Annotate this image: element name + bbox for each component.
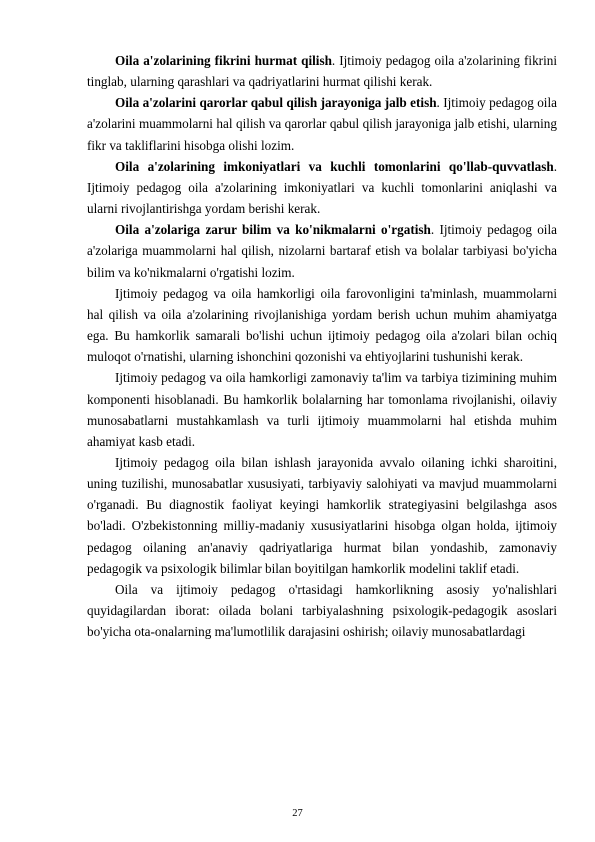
paragraph-modern-education <box>87 367 557 452</box>
paragraph-heading: Oila a'zolarining imkoniyatlari va kuchli tomonlarini qo'llab-quvvatlash <box>115 158 554 174</box>
paragraph-decision-involvement <box>87 92 557 155</box>
paragraph-text: . Ijtimoiy pedagog oila a'zolariga muammolarni hal qilish, nizolarni bartaraf etish va bolalar tarbiyasi bo'yicha bilim va ko'nikmalarni o'rgatishi lozim. <box>87 222 557 280</box>
paragraph-text: Oila va ijtimoiy pedagog o'rtasidagi hamkorlikning asosiy yo'nalishlari quyidagilardan iborat: oilada bolani tarbiyalashning psixologik-pedagogik asoslari bo'yicha ota-onalarning ma'lumotlilik darajasini oshirish; oilaviy munosabatlardagi <box>87 581 557 640</box>
paragraph-teach-skills <box>87 219 557 282</box>
paragraph-heading: Oila a'zolariga zarur bilim va ko'nikmalarni o'rgatish <box>115 222 431 238</box>
paragraph-text: Ijtimoiy pedagog va oila hamkorligi oila farovonligini ta'minlash, muammolarni hal qilish va oila a'zolarining rivojlanishiga yordam berish uchun muhim ahamiyatga ega. Bu hamkorlik samarali bo'lishi uchun ijtimoiy pedagog oila a'zolari bilan ochiq muloqot o'rnatishi, ularning ishonchini qozonishi va ehtiyojlarini tushunishi kerak. <box>87 285 557 365</box>
paragraph-text: . Ijtimoiy pedagog oila a'zolarining imkoniyatlari va kuchli tomonlarini aniqlashi va ularni rivojlantirishga yordam berishi kerak. <box>87 158 557 217</box>
paragraph-heading: Oila a'zolarini qarorlar qabul qilish jarayoniga jalb etish <box>115 95 437 111</box>
document-body <box>87 50 557 642</box>
paragraph-text: Ijtimoiy pedagog oila bilan ishlash jarayonida avvalo oilaning ichki sharoitini, uning tuzilishi, munosabatlar xususiyati, tarbiyaviy salohiyati va mavjud muammolarni o'rganadi. Bu diagnostik faoliyat keyingi hamkorlik strategiyasini belgilashga asos bo'ladi. O'zbekistonning milliy-madaniy xususiyatlarini hisobga olgan holda, ijtimoiy pedagog oilaning an'anaviy qadriyatlariga hurmat bilan yondashib, zamonaviy pedagogik va psixologik bilimlar bilan boyitilgan hamkorlik modelini taklif etadi. <box>87 454 557 576</box>
paragraph-heading: Oila a'zolarining fikrini hurmat qilish <box>115 53 332 68</box>
paragraph-support-strengths <box>87 156 557 219</box>
paragraph-main-directions <box>87 579 557 642</box>
paragraph-text: . Ijtimoiy pedagog oila a'zolarini muammolarni hal qilish va qarorlar qabul qilish jarayoniga jalb etishi, ularning fikr va takliflarini hisobga olishi lozim. <box>87 95 557 153</box>
paragraph-text: . Ijtimoiy pedagog oila a'zolarining fikrini tinglab, ularning qarashlari va qadriyatlarini hurmat qilishi kerak. <box>87 53 557 90</box>
page-number: 27 <box>292 808 303 819</box>
paragraph-family-study <box>87 452 557 579</box>
paragraph-respect-opinions <box>87 50 557 92</box>
paragraph-cooperation-importance <box>87 283 557 368</box>
paragraph-text: Ijtimoiy pedagog va oila hamkorligi zamonaviy ta'lim va tarbiya tizimining muhim komponenti hisoblanadi. Bu hamkorlik bolalarning har tomonlama rivojlanishi, oilaviy munosabatlarni mustahkamlash va turli ijtimoiy muammolarni hal etishda muhim ahamiyat kasb etadi. <box>87 370 557 449</box>
